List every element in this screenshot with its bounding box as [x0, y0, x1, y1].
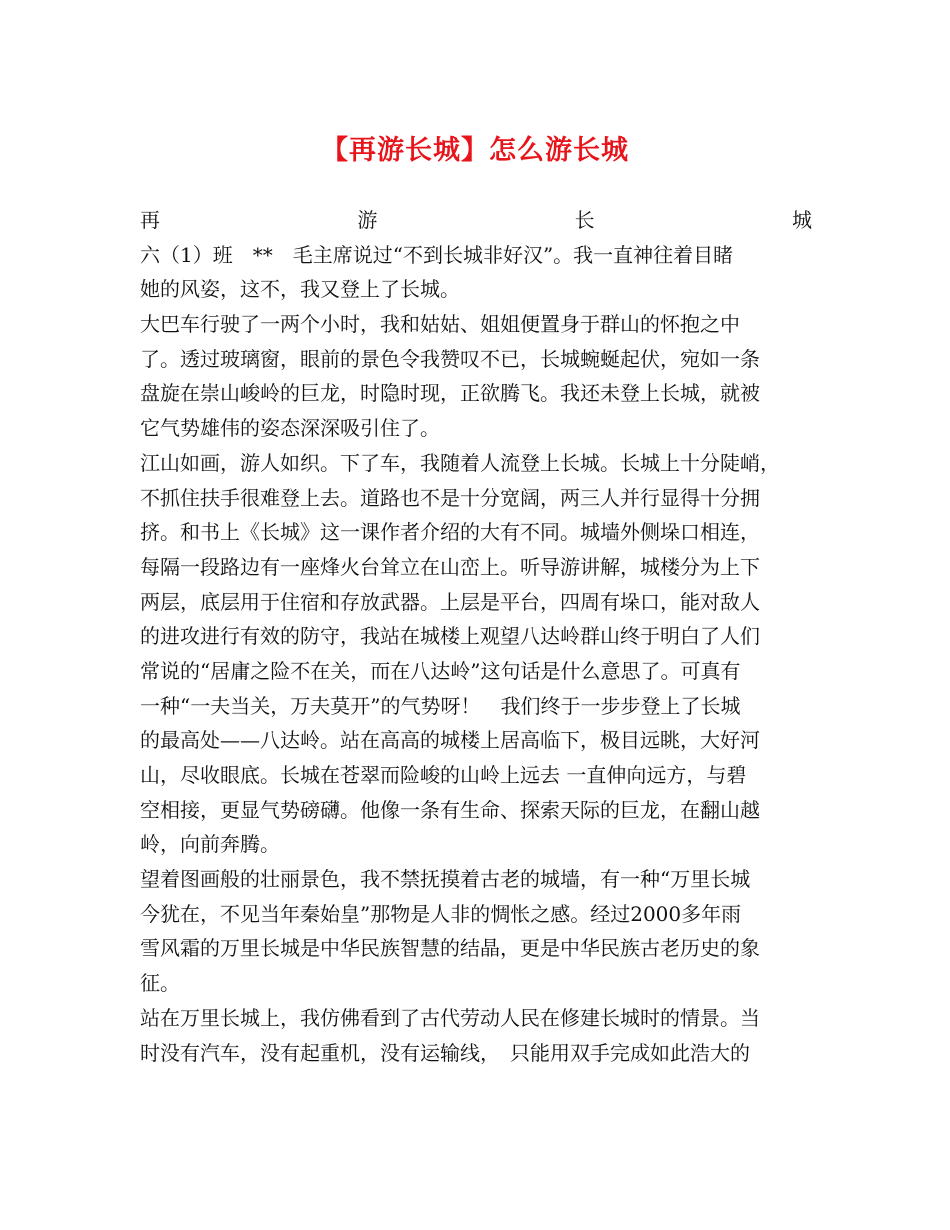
text-line: 空相接，更显气势磅礴。他像一条有生命、探索天际的巨龙，在翻山越 — [140, 797, 760, 822]
text-line: 她的风姿，这不，我又登上了长城。 — [140, 277, 460, 302]
text-line: 时没有汽车，没有起重机，没有运输线， 只能用双手完成如此浩大的 — [140, 1040, 750, 1065]
page-title: 【再游长城】怎么游长城 — [321, 135, 629, 166]
article-heading-line — [140, 203, 812, 238]
text-line: 每隔一段路边有一座烽火台耸立在山峦上。听导游讲解，城楼分为上下 — [140, 554, 760, 579]
text-line: 的最高处——八达岭。站在高高的城楼上居高临下，极目远眺，大好河 — [140, 728, 760, 753]
heading-char: 再 — [140, 208, 160, 232]
text-line: 望着图画般的壮丽景色，我不禁抚摸着古老的城墙，有一种“万里长城 — [140, 867, 751, 892]
text-line: 两层，底层用于住宿和存放武器。上层是平台，四周有垛口，能对敌人 — [140, 589, 760, 614]
text-line: 常说的“居庸之险不在关，而在八达岭”这句话是什么意思了。可真有 — [140, 658, 741, 683]
text-line: 一种“一夫当关，万夫莫开”的气势呀！ 我们终于一步步登上了长城 — [140, 693, 741, 718]
text-line: 不抓住扶手很难登上去。道路也不是十分宽阔，两三人并行显得十分拥 — [140, 485, 760, 510]
heading-char: 城 — [791, 208, 812, 232]
text-line: 雪风霜的万里长城是中华民族智慧的结晶，更是中华民族古老历史的象 — [140, 936, 760, 961]
text-line: 了。透过玻璃窗，眼前的景色令我赞叹不已，长城蜿蜒起伏，宛如一条 — [140, 346, 760, 371]
text-line: 岭，向前奔腾。 — [140, 832, 280, 857]
text-line: 站在万里长城上，我仿佛看到了古代劳动人民在修建长城时的情景。当 — [140, 1005, 760, 1030]
heading-char: 长 — [574, 208, 595, 232]
text-line: 征。 — [140, 971, 180, 996]
text-line: 的进攻进行有效的防守，我站在城楼上观望八达岭群山终于明白了人们 — [140, 624, 760, 649]
document-body — [140, 203, 812, 1070]
text-line: 它气势雄伟的姿态深深吸引住了。 — [140, 416, 440, 441]
text-line: 挤。和书上《长城》这一课作者介绍的大有不同。城墙外侧垛口相连， — [140, 520, 760, 545]
text-line: 盘旋在崇山峻岭的巨龙，时隐时现，正欲腾飞。我还未登上长城，就被 — [140, 381, 760, 406]
text-line: 六（1）班 ** 毛主席说过“不到长城非好汉”。我一直神往着目睹 — [140, 242, 734, 267]
text-line: 山，尽收眼底。长城在苍翠而险峻的山岭上远去 一直伸向远方，与碧 — [140, 763, 747, 787]
text-line: 今犹在，不见当年秦始皇”那物是人非的惆怅之感。经过2000多年雨 — [140, 901, 742, 926]
text-line: 江山如画，游人如织。下了车，我随着人流登上长城。长城上十分陡峭， — [140, 450, 780, 475]
heading-char: 游 — [357, 208, 378, 232]
text-line: 大巴车行驶了一两个小时，我和姑姑、姐姐便置身于群山的怀抱之中 — [140, 312, 740, 337]
